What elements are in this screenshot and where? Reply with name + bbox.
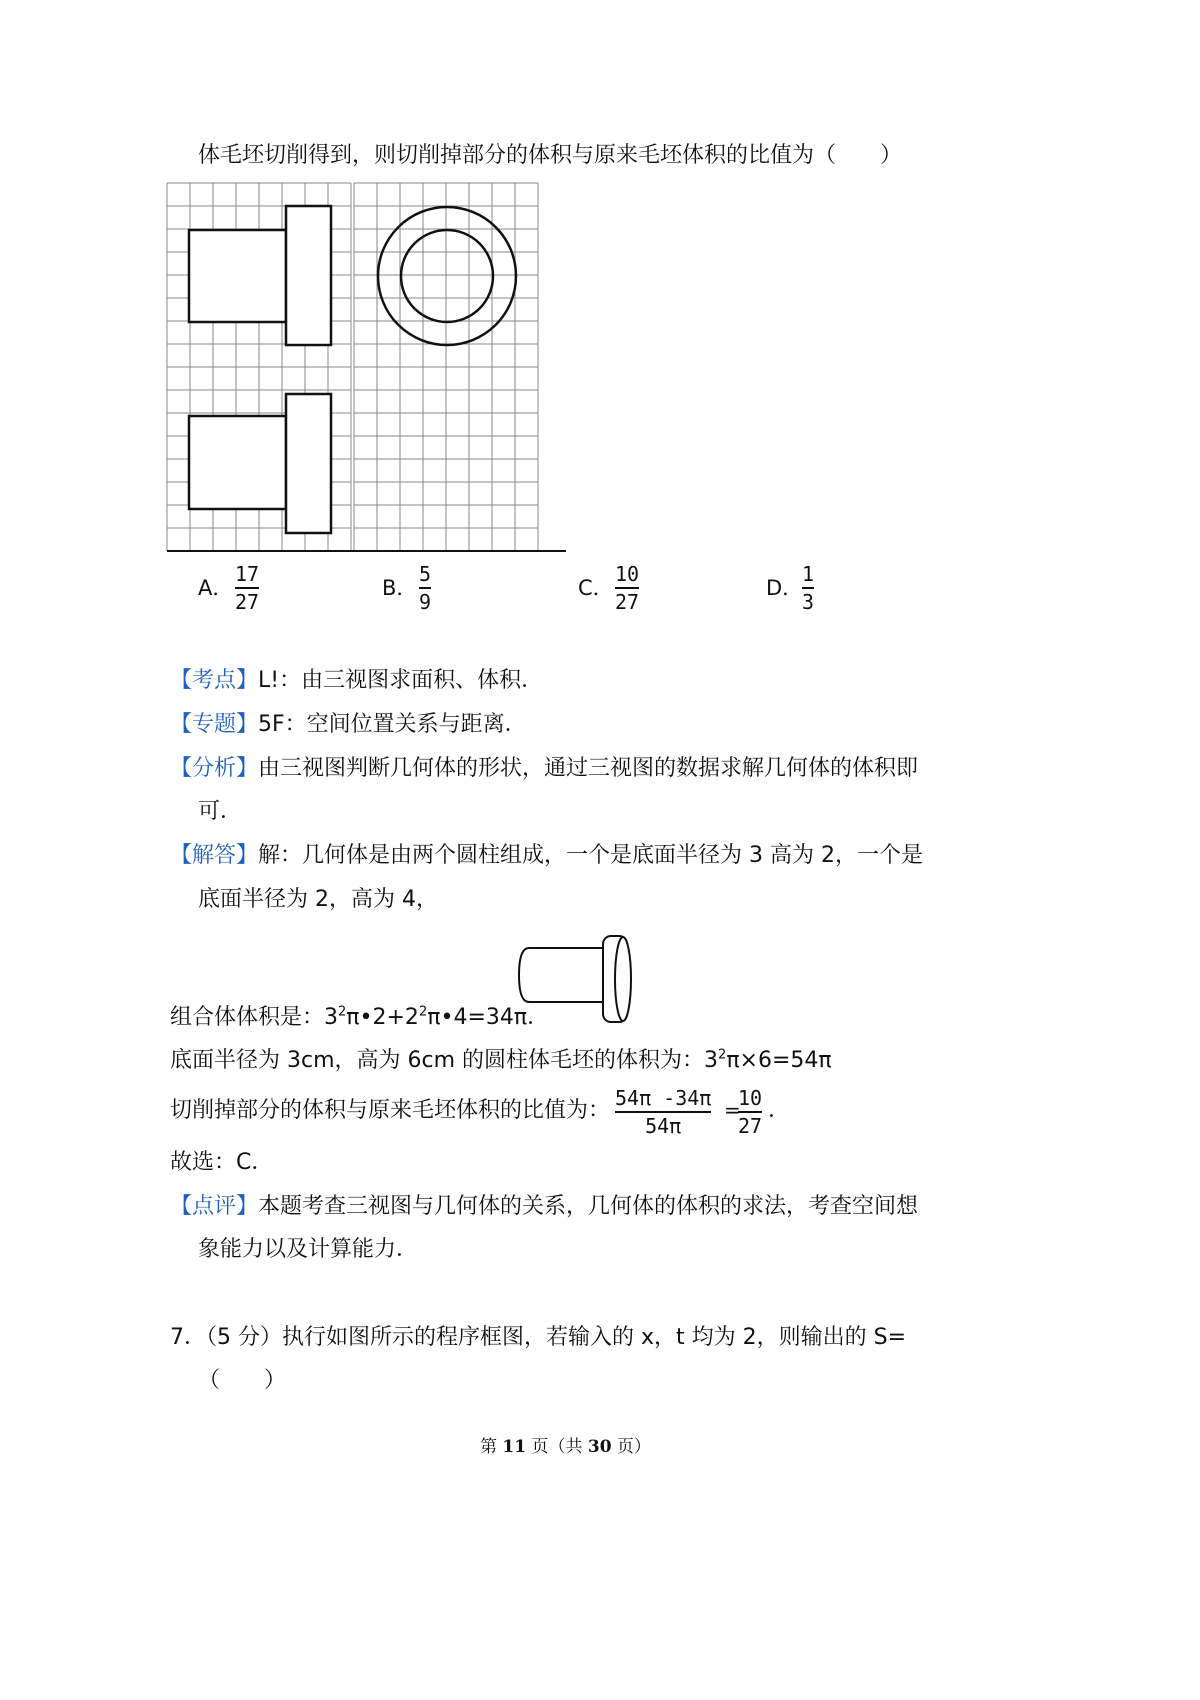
ratio-denominator: 54π xyxy=(645,1114,682,1138)
dianping-line-1 xyxy=(170,1192,918,1222)
ratio-result-numerator: 10 xyxy=(738,1086,763,1110)
zhuanti-text: 5F：空间位置关系与距离． xyxy=(258,712,527,737)
dianping-tag: 【点评】 xyxy=(170,1194,259,1219)
question-text: 体毛坯切削得到，则切削掉部分的体积与原来毛坯体积的比值为（ ） xyxy=(198,143,903,168)
option-b-numerator: 5 xyxy=(419,562,432,586)
ratio-pre: 切削掉部分的体积与原来毛坯体积的比值为： xyxy=(170,1098,611,1123)
blank-volume-line xyxy=(170,1046,832,1076)
option-b-denominator: 9 xyxy=(419,590,432,614)
dianping-text-1: 本题考查三视图与几何体的关系，几何体的体积的求法，考查空间想 xyxy=(258,1194,919,1219)
option-a-denominator: 27 xyxy=(235,590,260,614)
zhuanti-line xyxy=(170,710,527,740)
circle-view xyxy=(378,207,516,345)
ratio-result-fraction xyxy=(738,1086,762,1138)
inner-circle xyxy=(401,230,493,322)
option-c-letter: C． xyxy=(578,576,614,600)
top-view-top-cylinder xyxy=(286,394,331,533)
fenxi-tag: 【分析】 xyxy=(170,756,259,781)
volume-pre: 组合体体积是：3 xyxy=(170,1005,338,1030)
option-d-fraction xyxy=(802,562,814,614)
fenxi-text-1: 由三视图判断几何体的形状，通过三视图的数据求解几何体的体积即 xyxy=(258,756,919,781)
footer-pre: 第 xyxy=(480,1437,503,1457)
question-7-line-2: （ ） xyxy=(198,1368,287,1393)
zhuanti-tag: 【专题】 xyxy=(170,712,259,737)
footer-page-number: 11 xyxy=(502,1437,527,1457)
top-view-base-cylinder xyxy=(189,416,286,509)
option-d-numerator: 1 xyxy=(802,562,815,586)
answer-line: 故选：C． xyxy=(170,1150,274,1175)
front-view-outline xyxy=(189,206,331,345)
ratio-end: ． xyxy=(768,1098,791,1123)
front-view-top-cylinder xyxy=(286,206,331,345)
dianping-text-2: 象能力以及计算能力． xyxy=(198,1237,419,1262)
volume-line xyxy=(170,1003,549,1033)
option-a-numerator: 17 xyxy=(235,562,260,586)
footer-post: 页） xyxy=(611,1437,651,1457)
option-b-fraction xyxy=(419,562,431,614)
ratio-result-denominator: 27 xyxy=(738,1114,763,1138)
ratio-numerator: 54π -34π xyxy=(615,1086,712,1110)
fenxi-text-2: 可． xyxy=(198,799,243,824)
side-view-outline xyxy=(189,394,331,533)
question-7-line-1: 7．（5 分）执行如图所示的程序框图，若输入的 x，t 均为 2，则输出的 S= xyxy=(170,1325,907,1350)
volume-exp-2: 2 xyxy=(418,1004,428,1020)
fenxi-line-1 xyxy=(170,754,918,784)
jieda-text-2: 底面半径为 2，高为 4， xyxy=(198,887,438,912)
ratio-equals: = xyxy=(724,1098,741,1122)
kaodian-text: L!：由三视图求面积、体积． xyxy=(258,668,544,693)
footer-mid: 页（共 xyxy=(526,1437,588,1457)
outer-circle xyxy=(378,207,516,345)
jieda-text-1: 解：几何体是由两个圆柱组成，一个是底面半径为 3 高为 2，一个是 xyxy=(258,843,923,868)
three-view-diagram xyxy=(166,182,572,556)
jieda-line-1 xyxy=(170,841,923,871)
blank-exp: 2 xyxy=(718,1047,727,1063)
option-c-denominator: 27 xyxy=(615,590,640,614)
option-b-letter: B． xyxy=(382,576,418,600)
blank-pre: 底面半径为 3cm，高为 6cm 的圆柱体毛坯的体积为：3 xyxy=(170,1048,719,1073)
front-view-base-cylinder xyxy=(189,230,286,322)
jieda-tag: 【解答】 xyxy=(170,843,259,868)
kaodian-line xyxy=(170,666,543,696)
option-a-fraction xyxy=(235,562,259,614)
kaodian-tag: 【考点】 xyxy=(170,668,259,693)
option-d-denominator: 3 xyxy=(802,590,815,614)
volume-mid: π•2+2 xyxy=(346,1005,419,1030)
ratio-fraction xyxy=(615,1086,711,1138)
volume-exp-1: 2 xyxy=(338,1004,347,1020)
option-d-letter: D． xyxy=(766,576,804,600)
footer-total-pages: 30 xyxy=(587,1437,612,1457)
option-a-letter: A． xyxy=(198,576,234,600)
volume-post: π•4=34π． xyxy=(427,1005,550,1030)
option-c-fraction xyxy=(615,562,639,614)
page-footer xyxy=(480,1432,651,1457)
blank-post: π×6=54π xyxy=(726,1048,832,1073)
option-c-numerator: 10 xyxy=(615,562,640,586)
